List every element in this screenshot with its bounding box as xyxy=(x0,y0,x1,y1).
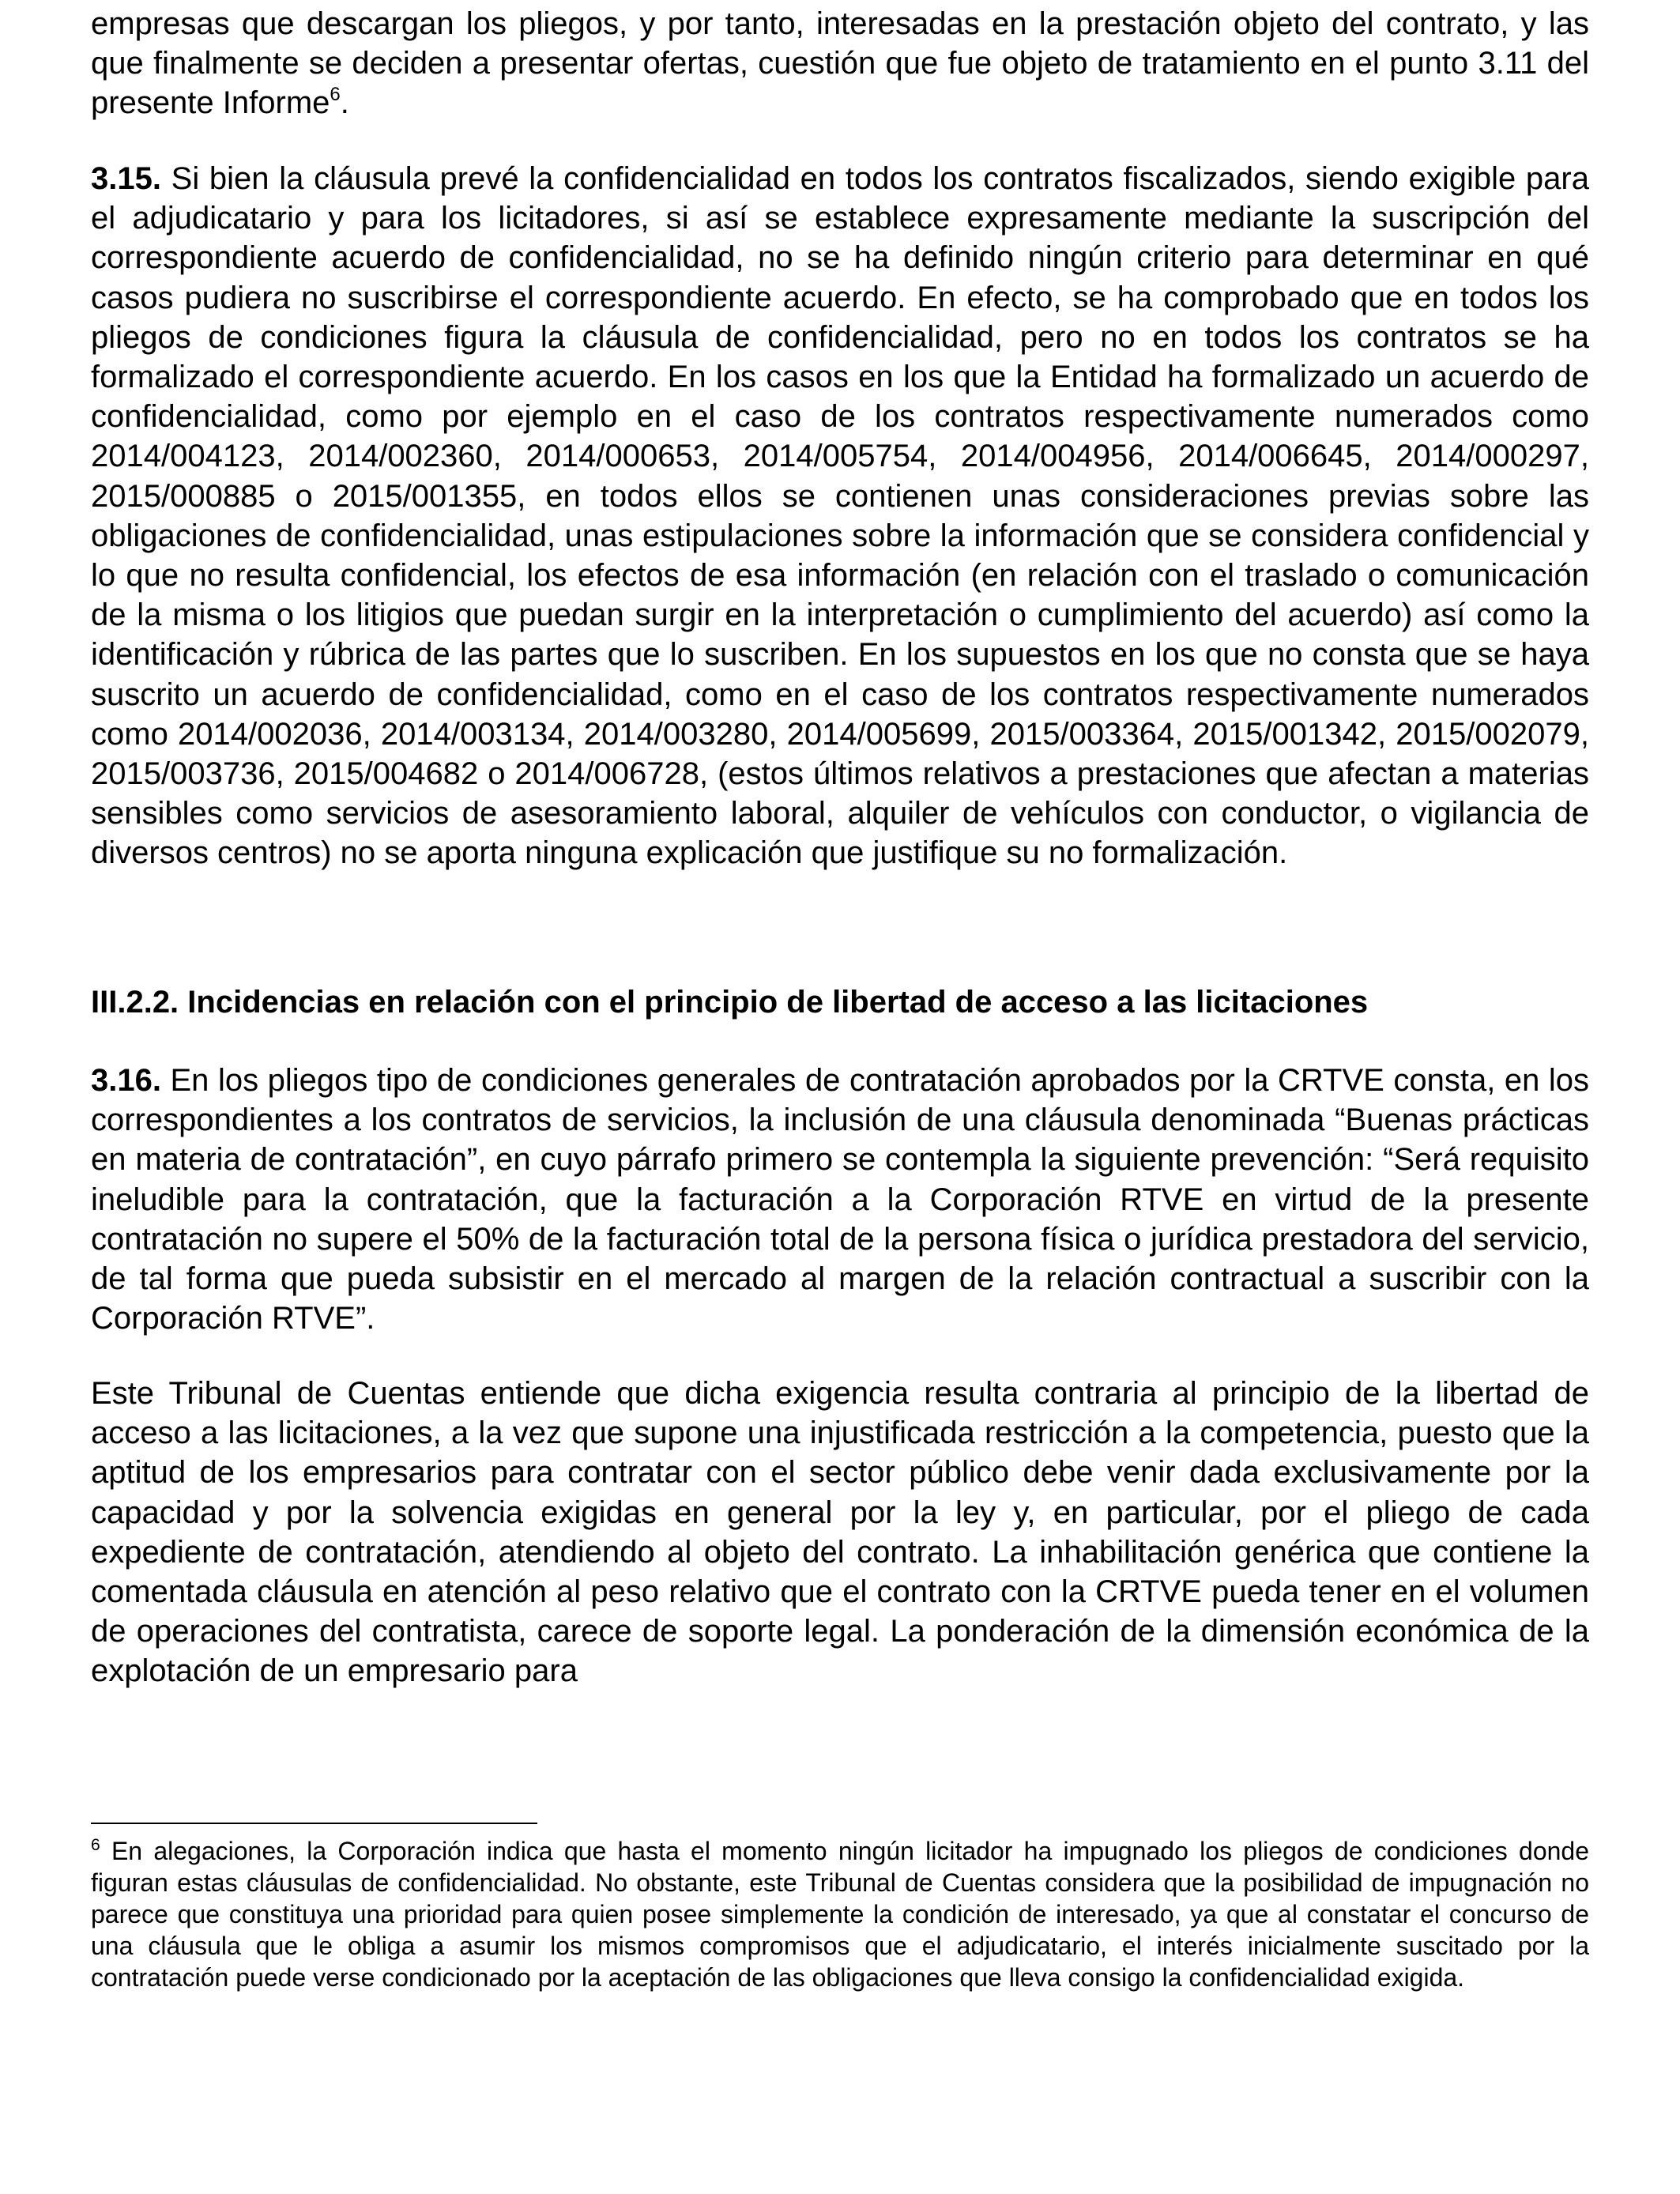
paragraph-end: . xyxy=(340,85,349,121)
paragraph-tribunal xyxy=(91,1374,1589,1691)
paragraph-number: 3.15. xyxy=(91,161,161,196)
footnote-mark: 6 xyxy=(91,1836,100,1854)
paragraph-text: empresas que descargan los pliegos, y por tanto, interesadas en la prestación objeto del contrato, y las que finalmente se deciden a presentar ofertas, cuestión que fue objeto de tratamiento en el punto 3.11 del presente Informe xyxy=(91,6,1589,121)
footnote-separator xyxy=(91,1823,537,1824)
paragraph-continuation xyxy=(91,4,1589,123)
footnote xyxy=(91,1835,1589,1993)
footnote-text: En alegaciones, la Corporación indica que hasta el momento ningún licitador ha impugnado los pliegos de condiciones donde figuran estas cláusulas de confidencialidad. No obstante, este Tribunal de Cuentas considera que la posibilidad de impugnación no parece que constituya una prioridad para quien posee simplemente la condición de interesado, ya que al constatar el concurso de una cláusula que le obliga a asumir los mismos compromisos que el adjudicatario, el interés inicialmente suscitado por la contratación puede verse condicionado por la aceptación de las obligaciones que lleva consigo la confidencialidad exigida. xyxy=(91,1837,1589,1992)
paragraph-text: Este Tribunal de Cuentas entiende que dicha exigencia resulta contraria al principio de la libertad de acceso a las licitaciones, a la vez que supone una injustificada restricción a la competencia, puesto que la aptitud de los empresarios para contratar con el sector público debe venir dada exclusivamente por la capacidad y por la solvencia exigidas en general por la ley y, en particular, por el pliego de cada expediente de contratación, atendiendo al objeto del contrato. La inhabilitación genérica que contiene la comentada cláusula en atención al peso relativo que el contrato con la CRTVE pueda tener en el volumen de operaciones del contratista, carece de soporte legal. La ponderación de la dimensión económica de la explotación de un empresario para xyxy=(91,1376,1589,1689)
paragraph-number: 3.16. xyxy=(91,1063,161,1098)
paragraph-text: Si bien la cláusula prevé la confidencialidad en todos los contratos fiscalizados, siendo exigible para el adjudicatario y para los licitadores, si así se establece expresamente mediante la suscripción del correspondiente acuerdo de confidencialidad, no se ha definido ningún criterio para determinar en qué casos pudiera no suscribirse el correspondiente acuerdo. En efecto, se ha comprobado que en todos los pliegos de condiciones figura la cláusula de confidencialidad, pero no en todos los contratos se ha formalizado el correspondiente acuerdo. En los casos en los que la Entidad ha formalizado un acuerdo de confidencialidad, como por ejemplo en el caso de los contratos respectivamente numerados como 2014/004123, 2014/002360, 2014/000653, 2014/005754, 2014/004956, 2014/006645, 2014/000297, 2015/000885 o 2015/001355, en todos ellos se contienen unas consideraciones previas sobre las obligaciones de confidencialidad, unas estipulaciones sobre la información que se considera confidencial y lo que no resulta confidencial, los efectos de esa información (en relación con el traslado o comunicación de la misma o los litigios que puedan surgir en la interpretación o cumplimiento del acuerdo) así como la identificación y rúbrica de las partes que lo suscriben. En los supuestos en los que no consta que se haya suscrito un acuerdo de confidencialidad, como en el caso de los contratos respectivamente numerados como 2014/002036, 2014/003134, 2014/003280, 2014/005699, 2015/003364, 2015/001342, 2015/002079, 2015/003736, 2015/004682 o 2014/006728, (estos últimos relativos a prestaciones que afectan a materias sensibles como servicios de asesoramiento laboral, alquiler de vehículos con conductor, o vigilancia de diversos centros) no se aporta ninguna explicación que justifique su no formalización. xyxy=(91,161,1589,871)
footnote-reference[interactable]: 6 xyxy=(330,84,341,106)
paragraph-text: En los pliegos tipo de condiciones generales de contratación aprobados por la CRTVE consta, en los correspondientes a los contratos de servicios, la inclusión de una cláusula denominada “Buenas prácticas en materia de contratación”, en cuyo párrafo primero se contempla la siguiente prevención: “Será requisito ineludible para la contratación, que la facturación a la Corporación RTVE en virtud de la presente contratación no supere el 50% de la facturación total de la persona física o jurídica prestadora del servicio, de tal forma que pueda subsistir en el mercado al margen de la relación contractual a suscribir con la Corporación RTVE”. xyxy=(91,1063,1589,1336)
paragraph-3-15 xyxy=(91,159,1589,873)
section-heading: III.2.2. Incidencias en relación con el principio de libertad de acceso a las licitaciones xyxy=(91,985,1369,1020)
paragraph-3-16 xyxy=(91,1061,1589,1338)
